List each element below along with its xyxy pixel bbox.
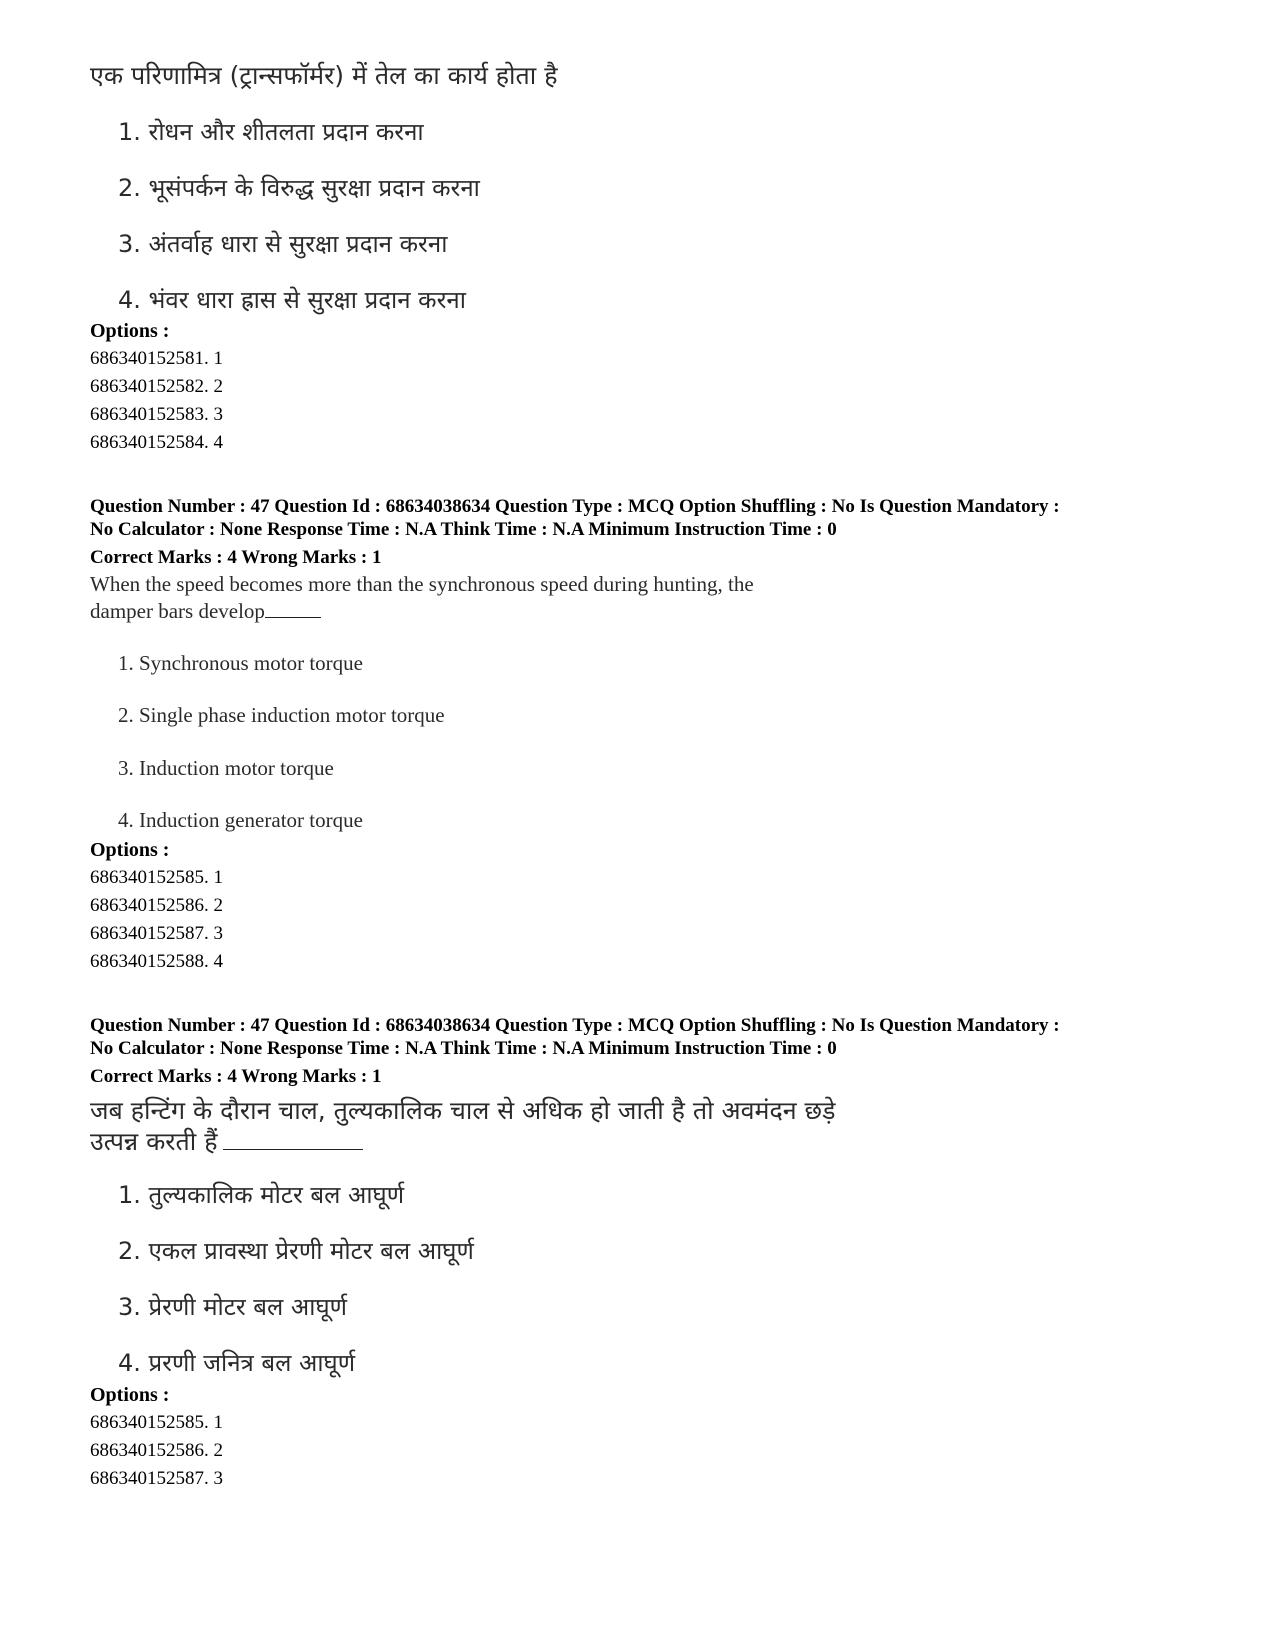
answer-blank <box>265 615 321 618</box>
q47-en-choice-1: 1. Synchronous motor torque <box>118 651 363 675</box>
q47-en-option-id-3: 686340152587. 3 <box>90 923 223 944</box>
q47-hi-choice-4: 4. प्ररणी जनित्र बल आघूर्ण <box>118 1349 356 1377</box>
q47-en-option-id-1: 686340152585. 1 <box>90 867 223 888</box>
q46-options-label: Options : <box>90 320 170 342</box>
q47-en-choice-2: 2. Single phase induction motor torque <box>118 703 445 727</box>
q47-en-options-label: Options : <box>90 839 170 861</box>
q47-hi-meta-line2: No Calculator : None Response Time : N.A Think Time : N.A Minimum Instruction Time : 0 <box>90 1038 837 1059</box>
q46-stem: एक परिणामित्र (ट्रान्सफॉर्मर) में तेल का कार्य होता है <box>90 61 558 90</box>
q46-option-id-1: 686340152581. 1 <box>90 348 223 369</box>
q46-choice-4: 4. भंवर धारा ह्रास से सुरक्षा प्रदान करना <box>118 286 466 314</box>
q46-choice-1: 1. रोधन और शीतलता प्रदान करना <box>118 118 424 146</box>
q47-en-meta-line1: Question Number : 47 Question Id : 68634038634 Question Type : MCQ Option Shuffling : No Is Question Mandatory : <box>90 496 1060 517</box>
q47-en-marks: Correct Marks : 4 Wrong Marks : 1 <box>90 547 382 568</box>
q47-hi-choice-3: 3. प्रेरणी मोटर बल आघूर्ण <box>118 1293 347 1321</box>
q46-option-id-4: 686340152584. 4 <box>90 432 223 453</box>
q46-choice-2: 2. भूसंपर्कन के विरुद्ध सुरक्षा प्रदान करना <box>118 174 480 202</box>
q47-en-stem-line2-text: damper bars develop <box>90 599 265 623</box>
q47-en-option-id-4: 686340152588. 4 <box>90 951 223 972</box>
q47-hi-option-id-2: 686340152586. 2 <box>90 1440 223 1461</box>
q47-en-choice-3: 3. Induction motor torque <box>118 756 334 780</box>
q47-hi-choice-2: 2. एकल प्रावस्था प्रेरणी मोटर बल आघूर्ण <box>118 1237 474 1265</box>
answer-blank <box>223 1147 363 1150</box>
q47-hi-marks: Correct Marks : 4 Wrong Marks : 1 <box>90 1066 382 1087</box>
q46-choice-3: 3. अंतर्वाह धारा से सुरक्षा प्रदान करना <box>118 230 448 258</box>
q47-hi-stem-line1: जब हन्टिंग के दौरान चाल, तुल्यकालिक चाल से अधिक हो जाती है तो अवमंदन छड़े <box>90 1096 836 1125</box>
q47-en-meta-line2: No Calculator : None Response Time : N.A Think Time : N.A Minimum Instruction Time : 0 <box>90 519 837 540</box>
q47-hi-choice-1: 1. तुल्यकालिक मोटर बल आघूर्ण <box>118 1181 405 1209</box>
q47-en-stem-line2 <box>90 598 321 625</box>
q47-hi-options-label: Options : <box>90 1384 170 1406</box>
q46-option-id-2: 686340152582. 2 <box>90 376 223 397</box>
q47-en-choice-4: 4. Induction generator torque <box>118 808 363 832</box>
q47-en-stem-line1: When the speed becomes more than the synchronous speed during hunting, the <box>90 572 754 596</box>
q47-hi-stem-line2-text: उत्पन्न करती हैं <box>90 1127 218 1156</box>
q47-hi-option-id-1: 686340152585. 1 <box>90 1412 223 1433</box>
q46-option-id-3: 686340152583. 3 <box>90 404 223 425</box>
q47-hi-meta-line1: Question Number : 47 Question Id : 68634038634 Question Type : MCQ Option Shuffling : No Is Question Mandatory : <box>90 1015 1060 1036</box>
q47-hi-option-id-3: 686340152587. 3 <box>90 1468 223 1489</box>
q47-hi-stem-line2 <box>90 1124 363 1158</box>
q47-en-option-id-2: 686340152586. 2 <box>90 895 223 916</box>
